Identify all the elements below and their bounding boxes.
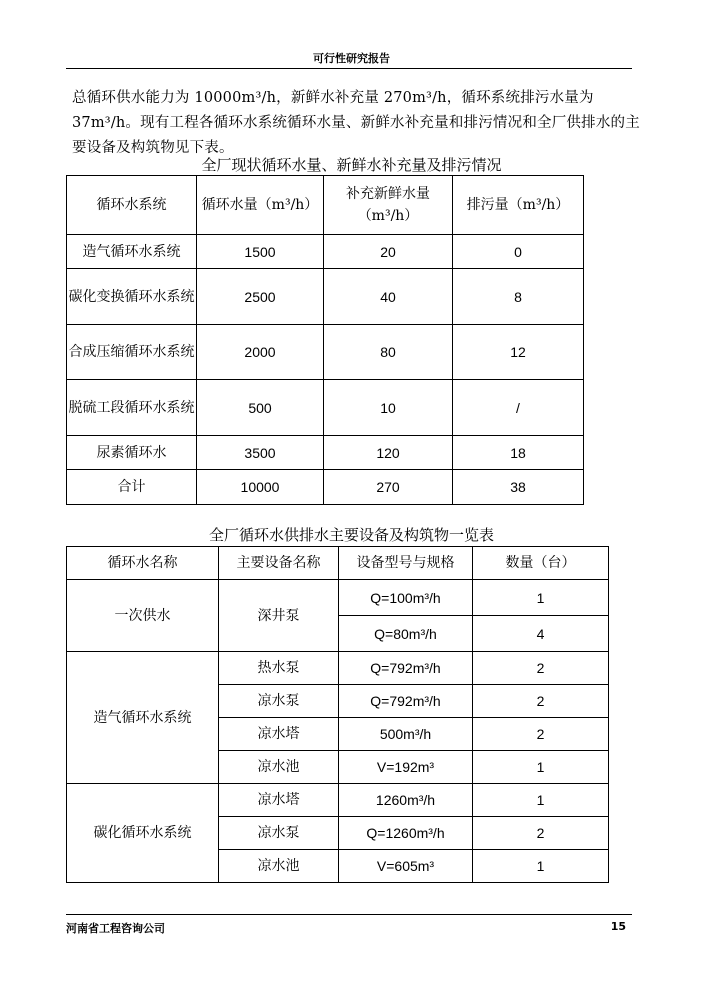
footer-company: 河南省工程咨询公司	[66, 922, 165, 935]
blowdown-cell: 0	[453, 235, 584, 269]
makeup-water-cell: 120	[324, 436, 453, 470]
blowdown-cell: 38	[453, 470, 584, 505]
makeup-water-cell: 40	[324, 269, 453, 325]
system-name-cell: 脱硫工段循环水系统	[67, 380, 197, 436]
makeup-water-cell: 10	[324, 380, 453, 436]
header-rule	[66, 68, 632, 69]
equipment-name-cell: 深井泵	[219, 580, 339, 652]
makeup-water-cell: 20	[324, 235, 453, 269]
table-row	[67, 436, 584, 470]
equipment-name-cell: 凉水泵	[219, 817, 339, 850]
footer-rule	[66, 914, 632, 915]
equipment-name-cell: 热水泵	[219, 652, 339, 685]
circulating-flow-cell: 10000	[197, 470, 324, 505]
makeup-water-cell: 270	[324, 470, 453, 505]
spec-cell: 1260m³/h	[339, 784, 473, 817]
system-name-cell: 碳化变换循环水系统	[67, 269, 197, 325]
circulating-flow-cell: 500	[197, 380, 324, 436]
table-header-row	[67, 547, 609, 580]
equipment-name-cell: 凉水塔	[219, 784, 339, 817]
group-name-cell: 造气循环水系统	[67, 652, 219, 784]
quantity-cell: 2	[473, 685, 609, 718]
blowdown-cell: 12	[453, 325, 584, 380]
blowdown-cell: /	[453, 380, 584, 436]
equipment-table	[66, 546, 609, 883]
column-header: 补充新鲜水量（m³/h）	[324, 176, 453, 235]
table-total-row	[67, 470, 584, 505]
quantity-cell: 2	[473, 652, 609, 685]
quantity-cell: 4	[473, 616, 609, 652]
circulating-water-table	[66, 175, 584, 505]
spec-cell: Q=792m³/h	[339, 652, 473, 685]
column-header: 设备型号与规格	[339, 547, 473, 580]
table-row	[67, 580, 609, 616]
circulating-flow-cell: 1500	[197, 235, 324, 269]
column-header: 循环水量（m³/h）	[197, 176, 324, 235]
quantity-cell: 1	[473, 751, 609, 784]
table2-caption: 全厂循环水供排水主要设备及构筑物一览表	[208, 526, 494, 544]
group-name-cell: 一次供水	[67, 580, 219, 652]
quantity-cell: 1	[473, 850, 609, 883]
quantity-cell: 2	[473, 718, 609, 751]
quantity-cell: 1	[473, 580, 609, 616]
system-name-cell: 尿素循环水	[67, 436, 197, 470]
equipment-name-cell: 凉水泵	[219, 685, 339, 718]
equipment-name-cell: 凉水池	[219, 751, 339, 784]
blowdown-cell: 18	[453, 436, 584, 470]
quantity-cell: 2	[473, 817, 609, 850]
system-name-cell: 合成压缩循环水系统	[67, 325, 197, 380]
total-label-cell: 合计	[67, 470, 197, 505]
table-row	[67, 235, 584, 269]
circulating-flow-cell: 3500	[197, 436, 324, 470]
body-paragraph: 总循环供水能力为 10000m³/h，新鲜水补充量 270m³/h，循环系统排污水量为 37m³/h。现有工程各循环水系统循环水量、新鲜水补充量和排污情况和全厂供排水的主要设备及构筑物见下表。	[72, 90, 640, 156]
system-name-cell: 造气循环水系统	[67, 235, 197, 269]
page-number: 15	[610, 920, 626, 933]
spec-cell: V=192m³	[339, 751, 473, 784]
table-row	[67, 784, 609, 817]
spec-cell: Q=792m³/h	[339, 685, 473, 718]
table-row	[67, 325, 584, 380]
spec-cell: 500m³/h	[339, 718, 473, 751]
spec-cell: Q=80m³/h	[339, 616, 473, 652]
equipment-name-cell: 凉水塔	[219, 718, 339, 751]
quantity-cell: 1	[473, 784, 609, 817]
table-row	[67, 269, 584, 325]
column-header: 循环水系统	[67, 176, 197, 235]
column-header: 主要设备名称	[219, 547, 339, 580]
table-header-row	[67, 176, 584, 235]
page-header-title: 可行性研究报告	[313, 52, 390, 65]
group-name-cell: 碳化循环水系统	[67, 784, 219, 883]
circulating-flow-cell: 2000	[197, 325, 324, 380]
blowdown-cell: 8	[453, 269, 584, 325]
column-header: 排污量（m³/h）	[453, 176, 584, 235]
makeup-water-cell: 80	[324, 325, 453, 380]
table1-caption: 全厂现状循环水量、新鲜水补充量及排污情况	[201, 156, 502, 174]
spec-cell: Q=1260m³/h	[339, 817, 473, 850]
column-header: 循环水名称	[67, 547, 219, 580]
spec-cell: Q=100m³/h	[339, 580, 473, 616]
table-row	[67, 380, 584, 436]
table-row	[67, 652, 609, 685]
spec-cell: V=605m³	[339, 850, 473, 883]
equipment-name-cell: 凉水池	[219, 850, 339, 883]
column-header: 数量（台）	[473, 547, 609, 580]
circulating-flow-cell: 2500	[197, 269, 324, 325]
